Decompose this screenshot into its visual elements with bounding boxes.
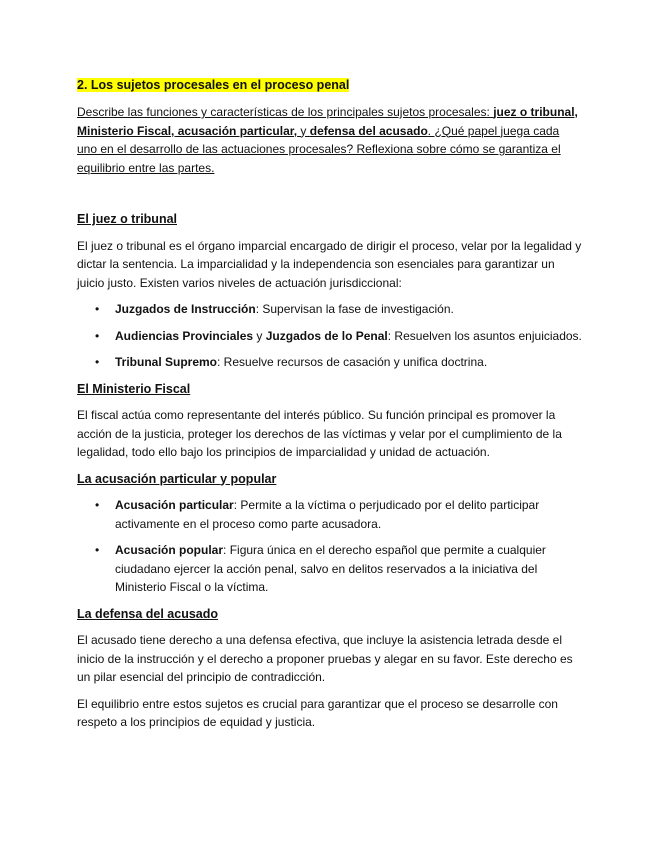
list-item-term: Acusación particular [115, 498, 234, 512]
list-acusacion [77, 496, 582, 597]
list-item-text: : Resuelve recursos de casación y unifica doctrina. [217, 355, 488, 369]
assignment-prompt [77, 103, 582, 177]
list-item-term: Acusación popular [115, 543, 224, 557]
prompt-bold-subjects: juez o tribunal, Ministerio Fiscal, acusación particular, [77, 105, 578, 138]
section-heading-defensa: La defensa del acusado [77, 606, 219, 621]
paragraph-defensa: El acusado tiene derecho a una defensa efectiva, que incluye la asistencia letrada desde el inicio de la instrucción y el derecho a proponer pruebas y alegar en su favor. Este derecho es un pilar esencial del principio de contradicción. [77, 633, 573, 684]
paragraph-juez: El juez o tribunal es el órgano imparcial encargado de dirigir el proceso, velar por la legalidad y dictar la sentencia. La imparcialidad y la independencia son esenciales para garantizar un juicio justo. Existen varios niveles de actuación jurisdiccional: [77, 238, 582, 290]
list-item-text: : Resuelven los asuntos enjuiciados. [387, 328, 582, 343]
list-juez [77, 300, 582, 372]
list-item [115, 300, 582, 319]
list-item [115, 353, 582, 372]
list-item-text: : Figura única en el derecho español que permite a cualquier ciudadano ejercer la acción penal, salvo en delitos reservados a la iniciativa del Ministerio Fiscal o la víctima. [115, 543, 546, 594]
paragraph-fiscal: El fiscal actúa como representante del interés público. Su función principal es promover la acción de la justicia, proteger los derechos de las víctimas y velar por el cumplimiento de la legalidad, todo ello bajo los principios de imparcialidad y unidad de actuación. [77, 408, 562, 459]
list-item-term: Tribunal Supremo [115, 355, 218, 369]
list-item-text: y [253, 328, 266, 343]
list-item [115, 541, 582, 597]
list-item-text: : Supervisan la fase de investigación. [255, 302, 454, 316]
list-item-term: Audiencias Provinciales [115, 328, 254, 343]
title-highlight: 2. Los sujetos procesales en el proceso penal [77, 78, 350, 92]
section-heading-juez: El juez o tribunal [77, 212, 178, 226]
prompt-text: Describe las funciones y características de los principales sujetos procesales: [77, 105, 494, 119]
list-item [115, 496, 582, 533]
list-item [115, 327, 582, 346]
document-title [77, 76, 349, 95]
paragraph-conclusion: El equilibrio entre estos sujetos es crucial para garantizar que el proceso se desarrolle con respeto a los principios de equidad y justicia. [77, 696, 558, 729]
prompt-text: y [297, 123, 310, 138]
list-item-text: : Permite a la víctima o perjudicado por el delito participar activamente en el proceso como parte acusadora. [115, 498, 540, 531]
section-heading-acusacion: La acusación particular y popular [77, 471, 277, 486]
section-heading-fiscal: El Ministerio Fiscal [77, 381, 191, 396]
prompt-text: . ¿Qué papel juega cada uno en el desarrollo de las actuaciones procesales? Reflexiona sobre cómo se garantiza el equilibrio entre las partes. [77, 123, 561, 175]
list-item-term: Juzgados de lo Penal [265, 328, 388, 343]
prompt-bold-defense: defensa del acusado [309, 123, 428, 138]
list-item-term: Juzgados de Instrucción [115, 302, 256, 316]
document-body [77, 210, 582, 740]
